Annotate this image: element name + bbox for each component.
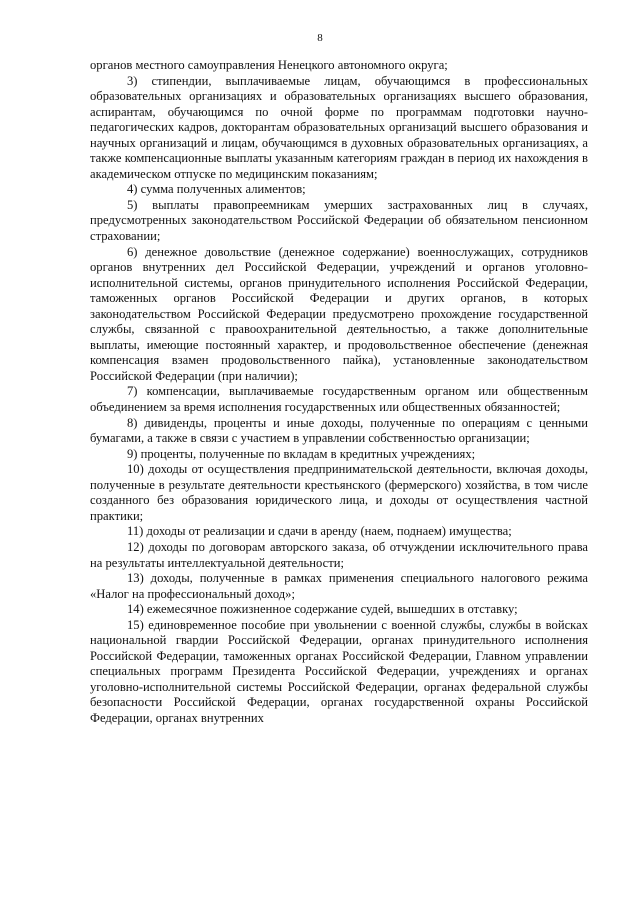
paragraph-item-15: 15) единовременное пособие при увольнении с военной службы, службы в войсках национальной гвардии Российской Федерации, органах принудительного исполнения Российской Федерации, таможенных органах Российской Федерации, Главном управлении специальных программ Президента Российской Федерации, учреждениях и органах уголовно-исполнительной системы Российской Федерации, органах федеральной службы безопасности Российской Федерации, органах государственной охраны Российской Федерации, органах внутренних [90,617,588,725]
paragraph-item-14: 14) ежемесячное пожизненное содержание судей, вышедших в отставку; [127,602,518,617]
paragraph-item-9: 9) проценты, полученные по вкладам в кредитных учреждениях; [127,446,476,461]
paragraph-item-10: 10) доходы от осуществления предпринимательской деятельности, включая доходы, полученные в результате деятельности крестьянского (фермерского) хозяйства, в том числе созданного без образования юридического лица, и доходы от осуществления частной практики; [90,462,588,523]
paragraph-continuation: органов местного самоуправления Ненецкого автономного округа; [90,58,448,72]
paragraph-item-7: 7) компенсации, выплачиваемые государственным органом или общественным объединением за время исполнения государственных или общественных обязанностей; [90,384,588,415]
paragraph-item-3: 3) стипендии, выплачиваемые лицам, обучающимся в профессиональных образовательных организациях и образовательных организациях высшего образования, аспирантам, обучающимся по очной форме по программам подготовки научно-педагогических кадров, докторантам образовательных организаций высшего образования и научных организаций и лицам, обучающимся в духовных образовательных организациях, а также компенсационные выплаты указанным категориям граждан в период их нахождения в академическом отпуске по медицинским показаниям; [90,73,588,181]
paragraph-item-8: 8) дивиденды, проценты и иные доходы, полученные по операциям с ценными бумагами, а также в связи с участием в управлении собственностью организации; [90,415,588,446]
paragraph-item-4: 4) сумма полученных алиментов; [127,182,306,197]
document-body [90,58,588,727]
paragraph-item-13: 13) доходы, полученные в рамках применения специального налогового режима «Налог на профессиональный доход»; [90,571,588,601]
paragraph-item-6: 6) денежное довольствие (денежное содержание) военнослужащих, сотрудников органов внутренних дел Российской Федерации, учреждений и органов уголовно-исполнительной системы, органов принудительного исполнения Российской Федерации, таможенных органов Российской Федерации и других органов, в которых законодательством Российской Федерации предусмотрено прохождение государственной службы, связанной с правоохранительной деятельностью, а также дополнительные выплаты, имеющие постоянный характер, и продовольственное обеспечение (денежная компенсация взамен продовольственного пайка), установленные законодательством Российской Федерации (при наличии); [90,244,588,383]
paragraph-item-11: 11) доходы от реализации и сдачи в аренду (наем, поднаем) имущества; [127,524,512,539]
paragraph-item-5: 5) выплаты правопреемникам умерших застрахованных лиц в случаях, предусмотренных законодательством Российской Федерации об обязательном пенсионном страховании; [90,197,588,244]
paragraph-item-12: 12) доходы по договорам авторского заказа, об отчуждении исключительного права на результаты интеллектуальной деятельности; [90,539,588,570]
page-number: 8 [317,32,323,44]
